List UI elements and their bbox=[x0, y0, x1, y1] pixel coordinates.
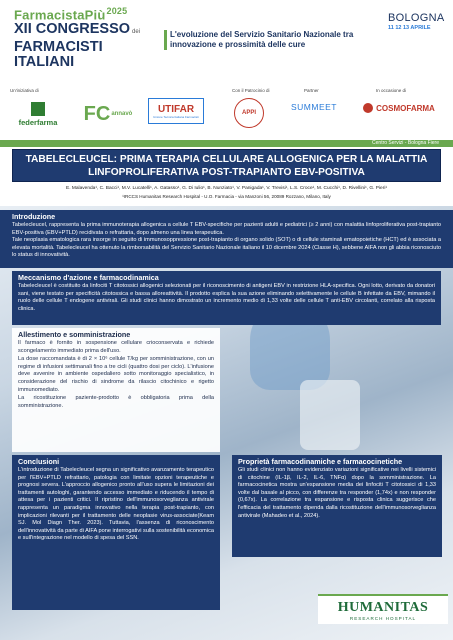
caption-partner: Partner bbox=[304, 88, 319, 93]
section-proprieta bbox=[232, 455, 442, 557]
appi-seal-logo: APPI bbox=[234, 98, 264, 128]
affiliation: ¹IRCCS Humanitas Research Hospital - U.O. Farmacia - via Manzoni 56, 20089 Rozzano, Milano, Italy bbox=[122, 194, 331, 199]
fc-logo: FC annavò bbox=[83, 102, 133, 125]
section-heading: Meccanismo d'azione e farmacodinamica bbox=[18, 273, 159, 282]
poster-title-box bbox=[12, 149, 441, 182]
sponsor-logos-row bbox=[0, 88, 453, 138]
congress-city: BOLOGNA bbox=[388, 12, 445, 24]
venue-text: Centro Servizi - Bologna Fiere bbox=[372, 140, 439, 146]
caption-patronage: Con il Patrocinio di bbox=[232, 88, 270, 93]
section-meccanismo bbox=[12, 271, 441, 325]
section-paragraph: Il farmaco è fornito in sospensione cellulare crioconservata e richiede scongelamento immediato prima dell'uso. bbox=[18, 340, 214, 354]
section-heading: Conclusioni bbox=[18, 457, 60, 466]
congress-tagline: L'evoluzione del Servizio Sanitario Nazionale tra innovazione e prossimità delle cure bbox=[170, 30, 354, 49]
section-introduzione bbox=[0, 210, 453, 268]
section-paragraph: Gli studi clinici non hanno evidenziato variazioni significative nei livelli sistemici di citochine (IL-1β, IL-2, IL-6, TNFα) dopo la somministrazione. La farmacocinetica mostra un'espansione media dei linfociti T citotossici di 1,33 volte dal basale al picco, con differenze tra responder (1,74x) e non responder (0,67x). La correlazione tra espansione e risposta clinica suggerisce che l'efficacia del trattamento dipenda dalla ricostituzione dell'immunosorveglianza antivirale (Mahadeo et al., 2024). bbox=[238, 467, 436, 519]
poster-title: TABELECLEUCEL: PRIMA TERAPIA CELLULARE ALLOGENICA PER LA MALATTIA LINFOPROLIFERATIVA POST-TRAPIANTO EBV-POSITIVA bbox=[25, 154, 428, 178]
summeet-logo: SUMMEET bbox=[291, 102, 337, 112]
brand-name: FarmacistaPiù$^{2025}$ bbox=[14, 6, 128, 23]
federfarma-cross-icon bbox=[31, 102, 45, 116]
caption-initiative: Un'iniziativa di bbox=[10, 88, 39, 93]
infusion-bag-image bbox=[300, 380, 360, 450]
cosmofarma-logo: COSMOFARMA bbox=[354, 98, 444, 118]
section-heading: Proprietà farmacodinamiche e farmacocinetiche bbox=[238, 457, 403, 466]
section-paragraph: La dose raccomandata è di 2 × 10⁶ cellule T/kg per somministrazione, con un regime di infusioni settimanali fino a tre cicli (quattro dosi per ciclo). L'infusione deve avvenire in ambiente ospedaliero sotto monitoraggio specialistico, in considerazione del rischio di sindrome da rilascio citochinico e rigetto immunomediato. bbox=[18, 356, 214, 393]
section-paragraph: La ricostituzione paziente-prodotto è obbligatoria prima della somministrazione. bbox=[18, 395, 214, 409]
tagline-accent-bar bbox=[164, 30, 167, 50]
congress-dates: 11 12 13 APRILE bbox=[388, 25, 431, 31]
caption-occasion: In occasione di bbox=[376, 88, 407, 93]
congress-del: dei bbox=[132, 29, 141, 35]
federfarma-logo: federfarma bbox=[10, 98, 66, 130]
section-paragraph: Tale neoplasia ematologica rara insorge in seguito di immunosoppressione post-trapianto di organo solido (SOT) o di cellule staminali ematopoietiche (HCT) ed è associata a elevata mortalità. Tabelecleucel ha ottenuto la rimborsabilità del Servizio Sanitario Nazionale italiano il 10 dicembre 2024 (Classe H), sebbene AIFA non gli abbia riconosciuto lo status di innovatività. bbox=[12, 237, 441, 259]
section-paragraph: L'introduzione di Tabelecleucel segna un significativo avanzamento terapeutico per l'EBV+PTLD refrattario, patologia con limitate opzioni terapeutiche e prognosi severa. L'approccio allogenico pronto all'uso supera le limitazioni dei trattamenti autologhi, garantendo accesso immediato e riducendo il tempo di attesa per i pazienti critici. Il ripristino dell'immunosorveglianza antivirale rappresenta un paradigma innovativo nella terapia post-trapianto, con implicazioni rilevanti per il trattamento delle neoplasie virus-associate(Keam SJ. Mol Diagn Ther. 2023). Tuttavia, l'assenza di riconoscimento dell'innovatività da parte di AIFA pone interrogativi sulla sostenibilità economica e sull'integrazione nel modello di spesa del SSN. bbox=[18, 467, 214, 542]
utifar-logo: UTIFAR Unione Tecnica Italiana Farmacisti bbox=[148, 98, 204, 124]
congress-header bbox=[0, 0, 453, 88]
section-paragraph: Tabelecleucel è costituito da linfociti T citotossici allogenici selezionati per il riconoscimento di antigeni EBV in restrizione HLA-specifica. Ogni lotto, derivato da donatori sani, viene testato per specificità citotossica e bassa alloreattività. Il prodotto esplica la sua azione eliminando selettivamente le cellule B infettate da EBV, mimando il ruolo delle cellule T endogene antivirali. Gli studi clinici hanno dimostrato un incremento medio di 1,33 volte delle cellule T anti-EBV circolanti, correlato alla risposta clinica. bbox=[18, 283, 435, 312]
authors-list: E. Malavenda¹, C. Bacci¹, M.V. Lucatelli¹, A. Gatasso¹, G. Di Iulio¹, B. Nunziato¹, V. Panigada¹, V. Trevisi¹, L.S. Croce¹, M. Cucchi¹, D. Rivellini¹, G. Pieri¹ bbox=[66, 186, 387, 191]
section-paragraph: Tabelecleucel, rappresenta la prima immunoterapia allogenica a cellule T EBV-specifiche per pazienti adulti e pediatrici (≥ 2 anni) con malattia linfoproliferativa post-trapianto EBV-positiva (EBV+PTLD) recidivata o refrattaria, dopo almeno una linea terapeutica. bbox=[12, 222, 441, 236]
section-allestimento bbox=[12, 328, 220, 452]
cosmofarma-dot-icon bbox=[363, 103, 373, 113]
congress-title: XII CONGRESSO dei FARMACISTI ITALIANI bbox=[14, 21, 141, 70]
section-heading: Allestimento e somministrazione bbox=[18, 330, 131, 339]
venue-bar bbox=[0, 140, 453, 147]
brand-year: 2025 bbox=[106, 6, 128, 16]
section-heading: Introduzione bbox=[12, 212, 56, 221]
section-conclusioni bbox=[12, 455, 220, 610]
humanitas-logo: HUMANITAS RESEARCH HOSPITAL bbox=[318, 594, 448, 624]
